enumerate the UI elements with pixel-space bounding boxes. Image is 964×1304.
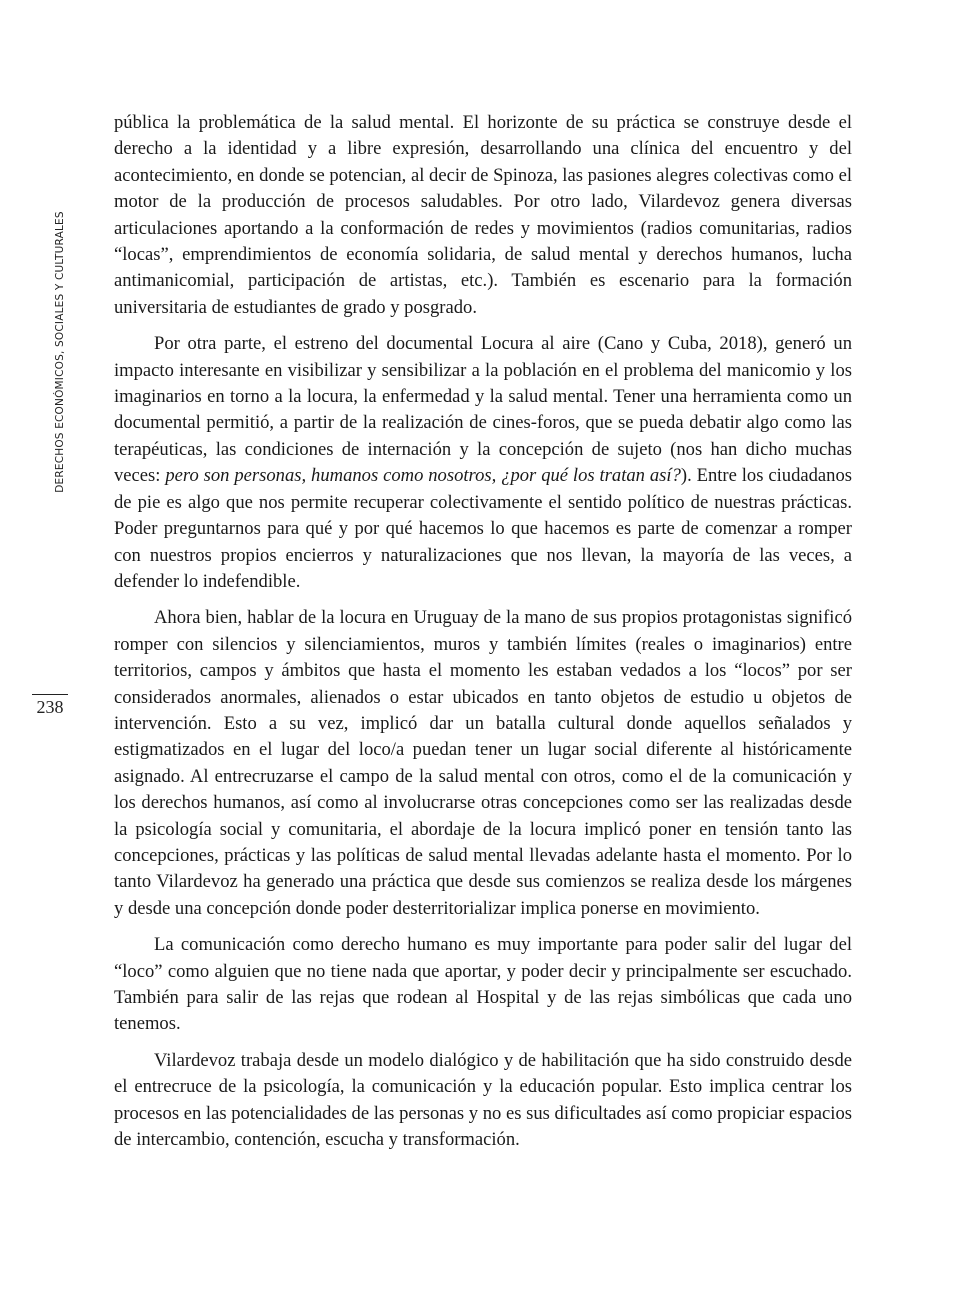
paragraph: La comunicación como derecho humano es muy importante para poder salir del lugar del “loco” como alguien que no tiene nada que aportar, y poder decir y principalmente ser escuchado. También para salir de las rejas que rodean al Hospital y de las rejas simbólicas que cada uno tenemos. <box>114 934 852 1035</box>
paragraph: Ahora bien, hablar de la locura en Uruguay de la mano de sus propios protagonistas significó romper con silencios y silenciamientos, muros y también límites (reales o imaginarios) entre territorios, campos y ámbitos que hasta el momento les estaban vedados a los “locos” por ser considerados anormales, alienados o estar ubicados en tanto objetos de estudio u objetos de intervención. Esto a su vez, implicó dar un batalla cultural donde aquellos señalados y estigmatizados en el lugar del loco/a puedan tener un lugar social diferente al históricamente asignado. Al entrecruzarse el campo de la salud mental con otros, como el de la comunicación y los derechos humanos, así como al involucrarse otras concepciones como ser las realizadas desde la psicología social y comunitaria, el abordaje de la locura implicó poner en tensión tanto las concepciones, prácticas y las políticas de salud mental llevadas adelante hasta el momento. Por lo tanto Vilardevoz ha generado una práctica que desde sus comienzos se realiza desde los márgenes y desde una concepción donde poder desterritorializar implica ponerse en movimiento. <box>114 607 852 919</box>
body-text <box>114 110 852 1163</box>
italic-quote: pero son personas, humanos como nosotros, ¿por qué los tratan así? <box>165 465 681 487</box>
paragraph: Vilardevoz trabaja desde un modelo dialógico y de habilitación que ha sido construido desde el entrecruce de la psicología, la comunicación y la educación popular. Esto implica centrar los procesos en las potencialidades de las personas y no es sus dificultades así como propiciar espacios de intercambio, contención, escucha y transformación. <box>114 1049 852 1151</box>
paragraph-text: ). Entre los ciudadanos de pie es algo que nos permite recuperar colectivamente el sentido político de nuestras prácticas. Poder preguntarnos para qué y por qué hacemos lo que hacemos es parte de comenzar a romper con nuestros propios encierros y naturalizaciones que nos llevan, la mayoría de las veces, a defender lo indefendible. <box>114 465 852 592</box>
paragraph: pública la problemática de la salud mental. El horizonte de su práctica se construye desde el derecho a la identidad y a libre expresión, desarrollando una clínica del encuentro y del acontecimiento, en donde se potencian, al decir de Spinoza, las pasiones alegres colectivas como el motor de la producción de procesos saludables. Por otro lado, Vilardevoz genera diversas articulaciones aportando a la conformación de redes y movimientos (radios comunitarias, radios “locas”, emprendimientos de economía solidaria, de salud mental y derechos humanos, lucha antimanicomial, participación de artistas, etc.). También es escenario para la formación universitaria de estudiantes de grado y posgrado. <box>114 112 852 318</box>
page-number: 238 <box>32 694 68 718</box>
running-head: DERECHOS ECONÓMICOS, SOCIALES Y CULTURALES <box>54 211 66 493</box>
paragraph <box>114 331 852 595</box>
paragraph-text: Por otra parte, el estreno del documental Locura al aire (Cano y Cuba, 2018), generó un impacto interesante en visibilizar y sensibilizar a la población en el problema del manicomio y los imaginarios en torno a la locura, la enfermedad y la salud mental. Tener una herramienta como un documental permitió, a partir de la realización de cines-foros, que se pueda debatir algo como las terapéuticas, las condiciones de internación y la concepción de sujeto (nos han dicho muchas veces: <box>114 333 852 487</box>
